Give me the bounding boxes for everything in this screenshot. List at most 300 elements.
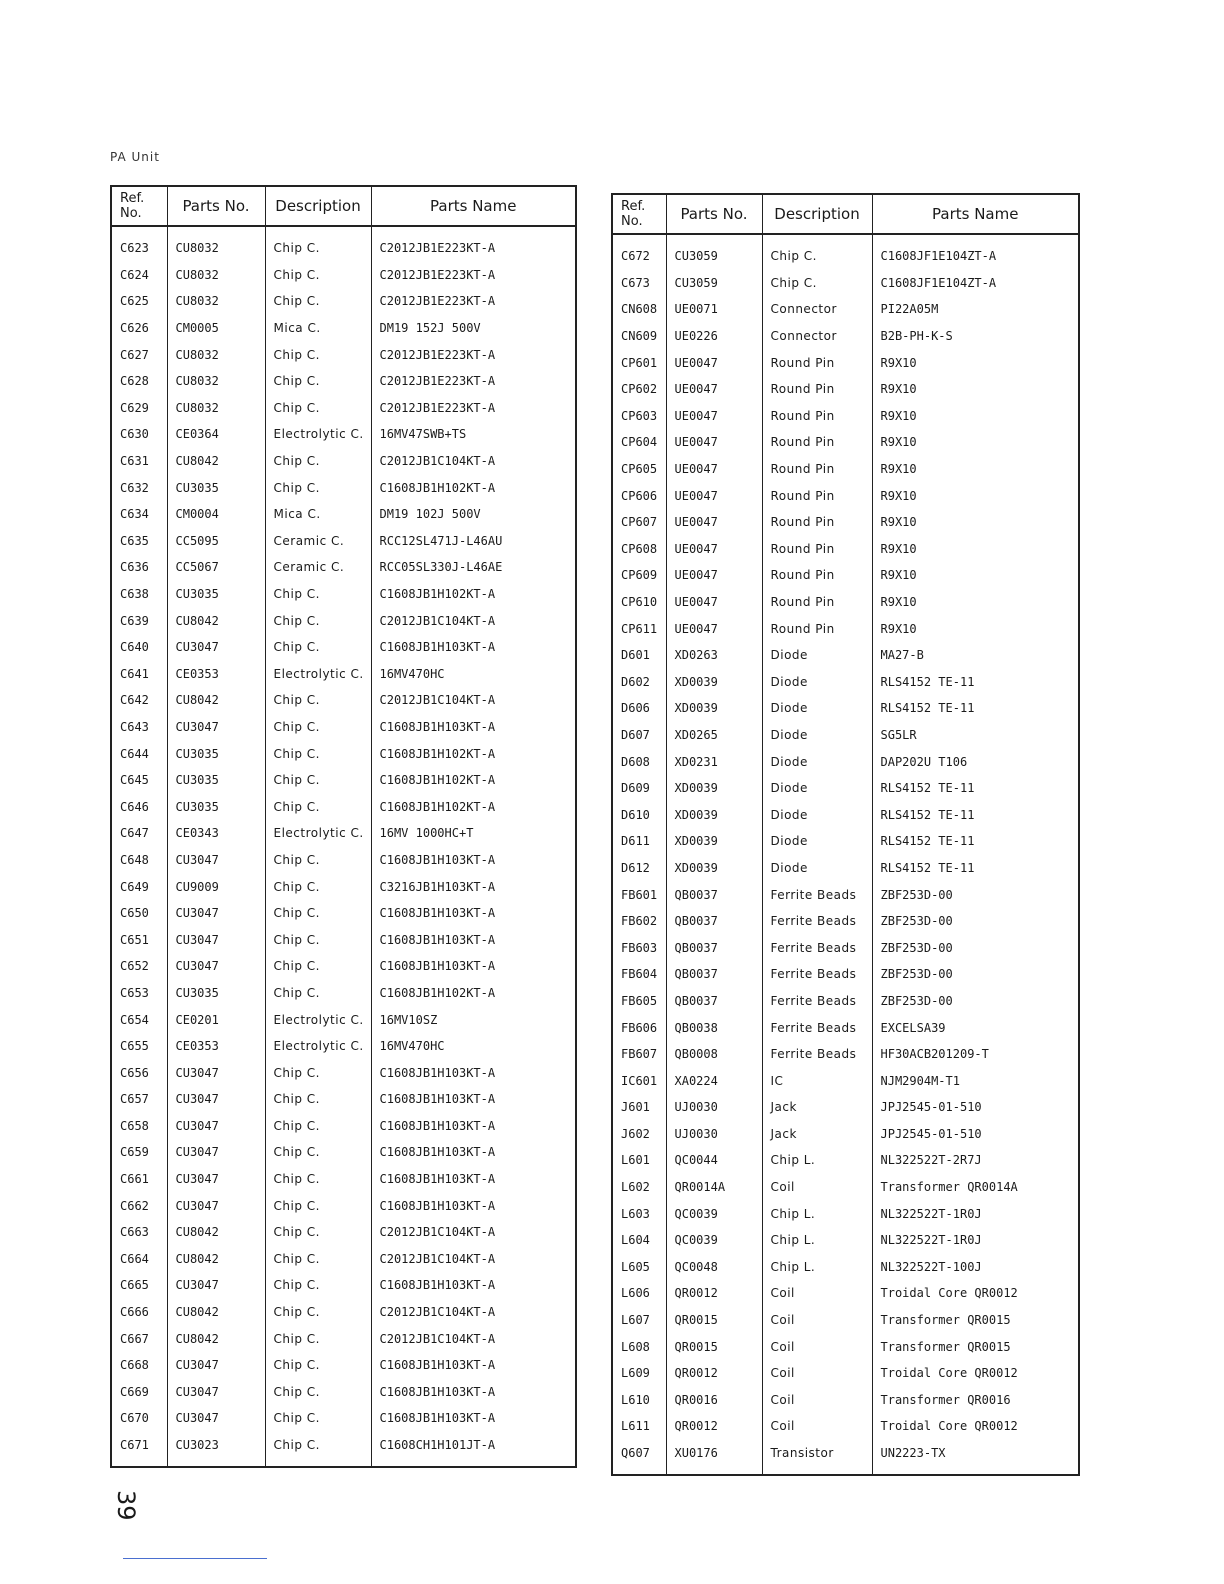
description-cell: Round Pin: [762, 589, 872, 616]
ref-no-cell: CP607: [621, 515, 658, 530]
parts-name-cell: ZBF253D-00: [872, 934, 1079, 961]
description-cell: Round Pin: [762, 536, 872, 563]
parts-name-cell: C2012JB1C104KT-A: [371, 448, 576, 475]
parts-name-cell: C2012JB1E223KT-A: [371, 288, 576, 315]
ref-no-cell: L611: [621, 1419, 650, 1434]
table-row: [111, 1059, 576, 1086]
table-row: [612, 429, 1079, 456]
parts-name-cell: 16MV470HC: [371, 1033, 576, 1060]
parts-no-cell: UE0047: [666, 349, 762, 376]
description-cell: Chip C.: [265, 368, 371, 395]
description-cell: Chip C.: [265, 1379, 371, 1406]
parts-no-cell: QC0039: [666, 1227, 762, 1254]
parts-no-cell: QR0015: [666, 1307, 762, 1334]
description-cell: Round Pin: [762, 482, 872, 509]
description-cell: Diode: [762, 695, 872, 722]
description-cell: Round Pin: [762, 456, 872, 483]
description-cell: Chip C.: [265, 235, 371, 262]
parts-no-cell: CU8042: [167, 1299, 265, 1326]
ref-no-cell: C670: [120, 1411, 149, 1426]
parts-name-cell: C1608JB1H103KT-A: [371, 1059, 576, 1086]
table-row: [612, 881, 1079, 908]
table-row: [111, 847, 576, 874]
spacer-row: [111, 1458, 576, 1467]
description-cell: Coil: [762, 1360, 872, 1387]
parts-name-cell: Troidal Core QR0012: [872, 1413, 1079, 1440]
description-cell: Ceramic C.: [265, 528, 371, 555]
parts-name-cell: 16MV10SZ: [371, 1006, 576, 1033]
parts-name-cell: C1608JB1H103KT-A: [371, 714, 576, 741]
description-cell: Ferrite Beads: [762, 1014, 872, 1041]
ref-no-cell: C657: [120, 1092, 149, 1107]
parts-no-cell: CU3047: [167, 900, 265, 927]
ref-no-cell: L610: [621, 1392, 650, 1407]
ref-no-cell: CN609: [621, 329, 658, 344]
parts-no-cell: QB0038: [666, 1014, 762, 1041]
table-row: [111, 474, 576, 501]
ref-no-cell: C655: [120, 1039, 149, 1054]
description-cell: Chip C.: [265, 767, 371, 794]
table-row: [612, 801, 1079, 828]
table-row: [111, 740, 576, 767]
description-cell: Chip C.: [265, 793, 371, 820]
parts-no-cell: QR0016: [666, 1387, 762, 1414]
parts-name-cell: R9X10: [872, 482, 1079, 509]
description-cell: Chip C.: [265, 687, 371, 714]
spacer-cell: [612, 234, 666, 243]
parts-no-cell: CU3047: [167, 1272, 265, 1299]
ref-no-cell: FB604: [621, 967, 658, 982]
ref-no-cell: C654: [120, 1012, 149, 1027]
parts-no-cell: CU8042: [167, 1325, 265, 1352]
description-cell: Electrolytic C.: [265, 1006, 371, 1033]
ref-no-cell: C640: [120, 640, 149, 655]
parts-no-cell: CE0343: [167, 820, 265, 847]
description-cell: Jack: [762, 1094, 872, 1121]
table-row: [612, 243, 1079, 270]
parts-name-cell: Transformer QR0015: [872, 1307, 1079, 1334]
parts-name-cell: RLS4152 TE-11: [872, 855, 1079, 882]
parts-no-cell: XD0039: [666, 828, 762, 855]
parts-no-cell: QB0037: [666, 881, 762, 908]
ref-no-cell: C625: [120, 294, 149, 309]
table-row: [612, 828, 1079, 855]
ref-no-cell: J602: [621, 1126, 650, 1141]
spacer-cell: [872, 1466, 1079, 1475]
ref-no-cell: L606: [621, 1286, 650, 1301]
spacer-cell: [666, 234, 762, 243]
parts-no-cell: XU0176: [666, 1440, 762, 1467]
description-cell: Chip C.: [265, 262, 371, 289]
ref-no-cell: D602: [621, 674, 650, 689]
table-row: [111, 1139, 576, 1166]
spacer-cell: [111, 1458, 167, 1467]
parts-no-cell: CU8042: [167, 448, 265, 475]
parts-name-cell: C1608JF1E104ZT-A: [872, 243, 1079, 270]
description-cell: Chip C.: [265, 1219, 371, 1246]
parts-no-cell: QR0012: [666, 1280, 762, 1307]
ref-no-cell: L601: [621, 1153, 650, 1168]
parts-name-cell: C2012JB1C104KT-A: [371, 687, 576, 714]
ref-no-cell: CP605: [621, 462, 658, 477]
ref-no-cell: FB601: [621, 887, 658, 902]
spacer-cell: [167, 226, 265, 235]
description-cell: Chip C.: [265, 474, 371, 501]
ref-no-cell: D611: [621, 834, 650, 849]
parts-name-cell: C1608JB1H103KT-A: [371, 900, 576, 927]
parts-no-cell: UE0047: [666, 509, 762, 536]
description-cell: Mica C.: [265, 315, 371, 342]
parts-table-right: [611, 193, 1080, 1476]
table-row: [111, 1352, 576, 1379]
ref-no-cell: FB602: [621, 914, 658, 929]
table-row: [111, 1219, 576, 1246]
description-cell: Ferrite Beads: [762, 961, 872, 988]
parts-name-cell: NL322522T-2R7J: [872, 1147, 1079, 1174]
table-row: [612, 1014, 1079, 1041]
parts-name-cell: R9X10: [872, 403, 1079, 430]
description-cell: Chip C.: [265, 1139, 371, 1166]
parts-name-cell: RLS4152 TE-11: [872, 828, 1079, 855]
ref-no-cell: D606: [621, 701, 650, 716]
table-header: [612, 194, 1079, 234]
parts-name-cell: C1608JB1H102KT-A: [371, 581, 576, 608]
parts-no-cell: CU9009: [167, 873, 265, 900]
parts-no-cell: CU8032: [167, 395, 265, 422]
ref-no-cell: Q607: [621, 1446, 650, 1461]
table-row: [111, 1272, 576, 1299]
parts-name-cell: SG5LR: [872, 722, 1079, 749]
parts-name-cell: C1608CH1H101JT-A: [371, 1432, 576, 1459]
parts-no-cell: QB0037: [666, 934, 762, 961]
parts-name-cell: R9X10: [872, 562, 1079, 589]
parts-no-cell: CU3047: [167, 1139, 265, 1166]
description-cell: Chip L.: [762, 1227, 872, 1254]
parts-name-cell: C1608JB1H102KT-A: [371, 740, 576, 767]
table-row: [612, 1174, 1079, 1201]
table-row: [612, 376, 1079, 403]
table-row: [612, 482, 1079, 509]
table-row: [612, 589, 1079, 616]
table-row: [111, 1006, 576, 1033]
spacer-cell: [872, 234, 1079, 243]
ref-no-cell: D609: [621, 781, 650, 796]
parts-no-cell: CU8042: [167, 607, 265, 634]
ref-no-cell: C634: [120, 507, 149, 522]
table-row: [612, 1254, 1079, 1281]
description-cell: Chip C.: [265, 900, 371, 927]
ref-no-cell: L607: [621, 1313, 650, 1328]
ref-no-cell: C626: [120, 321, 149, 336]
parts-name-cell: ZBF253D-00: [872, 881, 1079, 908]
parts-no-cell: UE0047: [666, 403, 762, 430]
description-cell: Electrolytic C.: [265, 820, 371, 847]
parts-name-cell: C1608JB1H103KT-A: [371, 1166, 576, 1193]
ref-no-cell: L604: [621, 1233, 650, 1248]
ref-no-cell: IC601: [621, 1073, 658, 1088]
table-row: [111, 873, 576, 900]
parts-name-cell: R9X10: [872, 376, 1079, 403]
parts-name-cell: C1608JB1H103KT-A: [371, 1405, 576, 1432]
table-row: [111, 820, 576, 847]
table-row: [111, 421, 576, 448]
table-row: [612, 1067, 1079, 1094]
table-row: [612, 961, 1079, 988]
parts-no-cell: CU8032: [167, 235, 265, 262]
table-row: [612, 1440, 1079, 1467]
parts-no-cell: CE0353: [167, 661, 265, 688]
table-row: [111, 288, 576, 315]
page-number: 39: [112, 1490, 140, 1521]
ref-no-cell: C667: [120, 1331, 149, 1346]
parts-name-cell: HF30ACB201209-T: [872, 1041, 1079, 1068]
ref-no-cell: C641: [120, 666, 149, 681]
footer-divider: [123, 1558, 267, 1559]
table-row: [111, 926, 576, 953]
table-row: [612, 642, 1079, 669]
table-row: [111, 1299, 576, 1326]
parts-name-cell: DM19 102J 500V: [371, 501, 576, 528]
description-cell: Chip C.: [265, 873, 371, 900]
ref-no-cell: CP611: [621, 621, 658, 636]
description-cell: Chip L.: [762, 1147, 872, 1174]
description-cell: Chip C.: [265, 740, 371, 767]
ref-no-cell: C659: [120, 1145, 149, 1160]
description-cell: Chip C.: [762, 243, 872, 270]
parts-no-cell: QC0039: [666, 1200, 762, 1227]
description-cell: Chip C.: [265, 1192, 371, 1219]
description-cell: Electrolytic C.: [265, 421, 371, 448]
parts-no-cell: QB0008: [666, 1041, 762, 1068]
description-cell: Chip C.: [265, 980, 371, 1007]
ref-no-cell: C658: [120, 1118, 149, 1133]
ref-no-cell: C663: [120, 1225, 149, 1240]
parts-no-cell: UJ0030: [666, 1094, 762, 1121]
table-row: [111, 1432, 576, 1459]
table-row: [111, 980, 576, 1007]
description-cell: Chip C.: [265, 1272, 371, 1299]
table-row: [111, 1033, 576, 1060]
table-row: [612, 1200, 1079, 1227]
ref-no-cell: C656: [120, 1065, 149, 1080]
ref-no-cell: L605: [621, 1259, 650, 1274]
table-row: [612, 349, 1079, 376]
parts-no-cell: CU3047: [167, 1166, 265, 1193]
ref-no-cell: CP602: [621, 382, 658, 397]
ref-no-cell: L608: [621, 1339, 650, 1354]
table-row: [612, 1147, 1079, 1174]
parts-no-cell: CU3047: [167, 1113, 265, 1140]
parts-no-cell: UE0047: [666, 482, 762, 509]
parts-no-cell: QB0037: [666, 908, 762, 935]
description-cell: Chip C.: [265, 1325, 371, 1352]
parts-name-cell: ZBF253D-00: [872, 908, 1079, 935]
parts-name-cell: Transformer QR0014A: [872, 1174, 1079, 1201]
description-cell: IC: [762, 1067, 872, 1094]
parts-name-cell: C1608JB1H102KT-A: [371, 980, 576, 1007]
table-row: [111, 1113, 576, 1140]
ref-no-cell: C668: [120, 1358, 149, 1373]
ref-no-cell: C624: [120, 267, 149, 282]
parts-name-cell: Transformer QR0015: [872, 1333, 1079, 1360]
description-cell: Ferrite Beads: [762, 908, 872, 935]
table-row: [111, 341, 576, 368]
parts-name-cell: R9X10: [872, 509, 1079, 536]
parts-name-header: Parts Name: [872, 194, 1079, 234]
parts-name-cell: C1608JB1H102KT-A: [371, 793, 576, 820]
parts-name-cell: EXCELSA39: [872, 1014, 1079, 1041]
ref-no-cell: C638: [120, 587, 149, 602]
parts-name-cell: R9X10: [872, 589, 1079, 616]
ref-no-cell: C649: [120, 879, 149, 894]
description-cell: Diode: [762, 642, 872, 669]
parts-name-cell: R9X10: [872, 429, 1079, 456]
parts-name-cell: Troidal Core QR0012: [872, 1360, 1079, 1387]
parts-no-cell: QB0037: [666, 988, 762, 1015]
parts-name-cell: C1608JB1H103KT-A: [371, 1086, 576, 1113]
description-cell: Chip C.: [265, 1405, 371, 1432]
description-cell: Round Pin: [762, 403, 872, 430]
table-row: [612, 775, 1079, 802]
parts-no-cell: CU3047: [167, 953, 265, 980]
table-row: [612, 1094, 1079, 1121]
parts-no-cell: CU8042: [167, 1219, 265, 1246]
parts-name-cell: RLS4152 TE-11: [872, 775, 1079, 802]
parts-no-cell: CU3047: [167, 634, 265, 661]
parts-name-cell: R9X10: [872, 615, 1079, 642]
parts-no-header: Parts No.: [167, 186, 265, 226]
ref-no-cell: C652: [120, 959, 149, 974]
ref-no-header: Ref. No.: [111, 186, 167, 226]
parts-no-cell: XD0231: [666, 748, 762, 775]
description-cell: Chip C.: [265, 341, 371, 368]
description-cell: Ferrite Beads: [762, 988, 872, 1015]
parts-no-cell: CU8032: [167, 288, 265, 315]
table-row: [612, 988, 1079, 1015]
table-header: [111, 186, 576, 226]
ref-no-cell: C632: [120, 480, 149, 495]
ref-no-cell: C629: [120, 400, 149, 415]
parts-name-cell: RCC12SL471J-L46AU: [371, 528, 576, 555]
ref-no-cell: C631: [120, 454, 149, 469]
description-cell: Chip L.: [762, 1200, 872, 1227]
spacer-cell: [111, 226, 167, 235]
parts-no-cell: UE0047: [666, 615, 762, 642]
description-cell: Round Pin: [762, 429, 872, 456]
parts-no-cell: XD0039: [666, 801, 762, 828]
parts-no-cell: CU3035: [167, 740, 265, 767]
description-cell: Ferrite Beads: [762, 881, 872, 908]
description-cell: Chip L.: [762, 1254, 872, 1281]
table-row: [612, 536, 1079, 563]
spacer-cell: [762, 234, 872, 243]
parts-name-cell: R9X10: [872, 536, 1079, 563]
parts-no-header: Parts No.: [666, 194, 762, 234]
table-row: [612, 562, 1079, 589]
table-row: [612, 748, 1079, 775]
parts-no-cell: XD0039: [666, 669, 762, 696]
parts-no-cell: XD0039: [666, 775, 762, 802]
parts-name-cell: C1608JB1H103KT-A: [371, 847, 576, 874]
table-row: [612, 1227, 1079, 1254]
parts-name-cell: C2012JB1C104KT-A: [371, 607, 576, 634]
table-row: [111, 528, 576, 555]
ref-no-cell: C672: [621, 249, 650, 264]
table-row: [612, 509, 1079, 536]
ref-no-cell: C644: [120, 746, 149, 761]
ref-no-cell: C661: [120, 1172, 149, 1187]
parts-no-cell: CU3035: [167, 474, 265, 501]
parts-no-cell: QR0012: [666, 1360, 762, 1387]
description-cell: Chip C.: [265, 288, 371, 315]
spacer-cell: [265, 226, 371, 235]
parts-name-cell: C1608JB1H103KT-A: [371, 926, 576, 953]
parts-name-cell: R9X10: [872, 456, 1079, 483]
description-cell: Coil: [762, 1387, 872, 1414]
ref-no-cell: L603: [621, 1206, 650, 1221]
spacer-row: [111, 226, 576, 235]
ref-no-cell: D601: [621, 648, 650, 663]
parts-no-cell: UE0047: [666, 456, 762, 483]
spacer-row: [612, 1466, 1079, 1475]
ref-no-cell: C650: [120, 906, 149, 921]
table-row: [612, 722, 1079, 749]
ref-no-header: Ref. No.: [612, 194, 666, 234]
description-cell: Ferrite Beads: [762, 934, 872, 961]
ref-no-cell: L609: [621, 1366, 650, 1381]
parts-no-cell: CU3047: [167, 1379, 265, 1406]
parts-no-cell: CU3059: [666, 243, 762, 270]
description-cell: Chip C.: [762, 270, 872, 297]
ref-no-cell: C642: [120, 693, 149, 708]
parts-name-cell: C1608JB1H103KT-A: [371, 1352, 576, 1379]
parts-no-cell: CU3047: [167, 1405, 265, 1432]
parts-no-cell: CM0005: [167, 315, 265, 342]
section-title: PA Unit: [110, 150, 160, 164]
table-row: [111, 953, 576, 980]
parts-no-cell: UE0047: [666, 589, 762, 616]
description-cell: Round Pin: [762, 376, 872, 403]
ref-no-cell: C648: [120, 852, 149, 867]
description-cell: Electrolytic C.: [265, 661, 371, 688]
spacer-cell: [762, 1466, 872, 1475]
description-cell: Round Pin: [762, 349, 872, 376]
ref-no-cell: C673: [621, 275, 650, 290]
parts-no-cell: UE0047: [666, 429, 762, 456]
description-cell: Chip C.: [265, 1299, 371, 1326]
description-cell: Diode: [762, 775, 872, 802]
ref-no-cell: C635: [120, 533, 149, 548]
ref-no-cell: C628: [120, 374, 149, 389]
description-cell: Diode: [762, 722, 872, 749]
parts-name-cell: C1608JB1H103KT-A: [371, 1113, 576, 1140]
table-row: [111, 315, 576, 342]
parts-name-cell: C1608JB1H102KT-A: [371, 474, 576, 501]
parts-no-cell: XA0224: [666, 1067, 762, 1094]
spacer-cell: [265, 1458, 371, 1467]
description-cell: Chip C.: [265, 581, 371, 608]
parts-name-cell: RLS4152 TE-11: [872, 669, 1079, 696]
ref-no-cell: FB603: [621, 940, 658, 955]
table-row: [111, 368, 576, 395]
parts-name-cell: DM19 152J 500V: [371, 315, 576, 342]
parts-no-cell: CE0353: [167, 1033, 265, 1060]
table-row: [111, 714, 576, 741]
table-row: [612, 615, 1079, 642]
description-cell: Chip C.: [265, 448, 371, 475]
parts-name-cell: R9X10: [872, 349, 1079, 376]
table-row: [612, 403, 1079, 430]
